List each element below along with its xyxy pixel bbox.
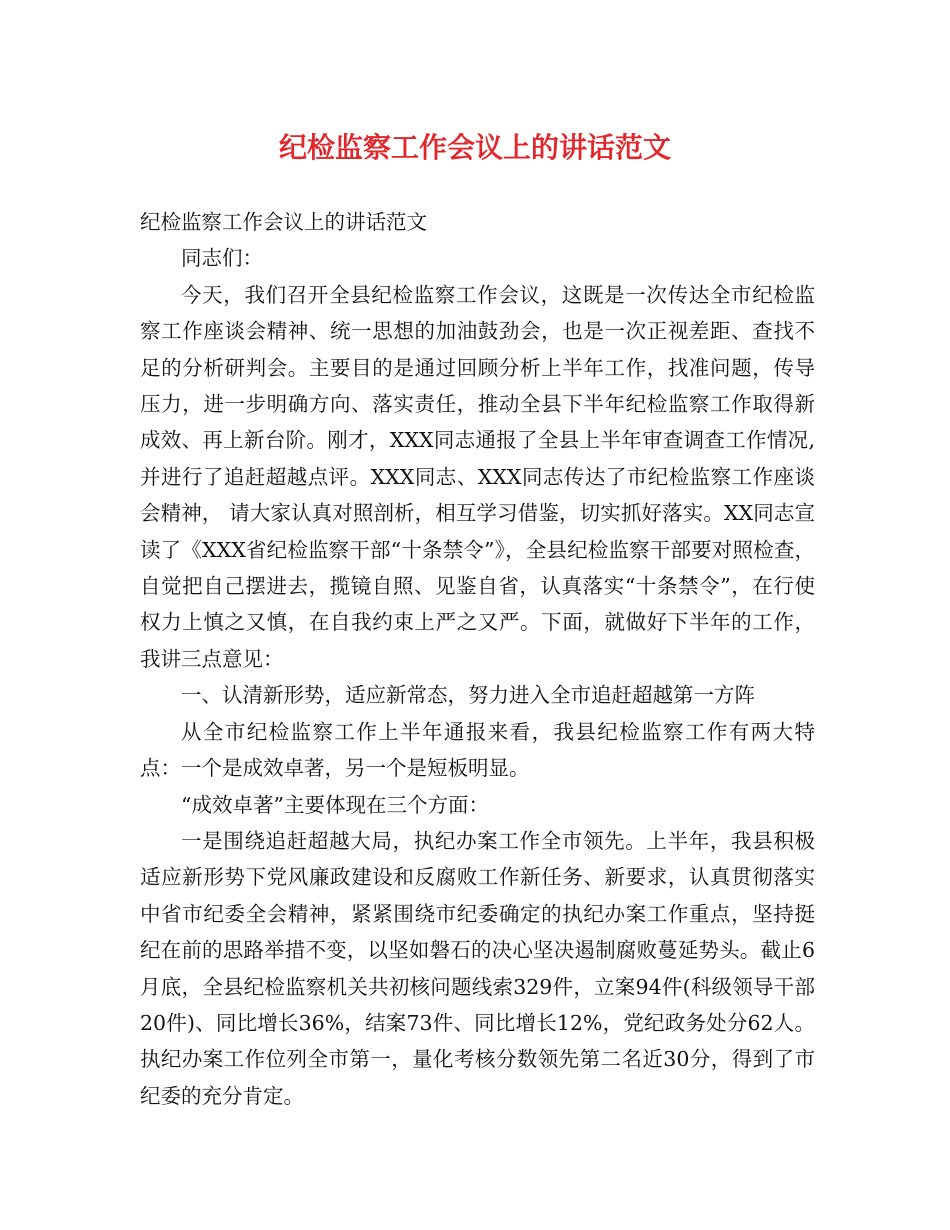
- paragraph-achievement-one: 一是围绕追赶超越大局，执纪办案工作全市领先。上半年，我县积极适应新形势下党风廉政建设和反腐败工作新任务、新要求，认真贯彻落实中省市纪委全会精神，紧紧围绕市纪委确定的执纪办案工作重点，坚持挺纪在前的思路举措不变，以坚如磐石的决心坚决遏制腐败蔓延势头。截止6月底，全县纪检监察机关共初核问题线索329件，立案94件(科级领导干部20件)、同比增长36%，结案73件、同比增长12%，党纪政务处分62人。执纪办案工作位列全市第一，量化考核分数领先第二名近30分，得到了市纪委的充分肯定。: [140, 828, 815, 1108]
- paragraph-heading: 纪检监察工作会议上的讲话范文: [140, 210, 427, 234]
- paragraph-section-one-heading: 一、认清新形势，适应新常态，努力进入全市追赶超越第一方阵: [181, 683, 755, 708]
- paragraph-salutation: 同志们：: [181, 246, 263, 271]
- paragraph-features: 从全市纪检监察工作上半年通报来看，我县纪检监察工作有两大特点：一个是成效卓著，另一个是短板明显。: [140, 719, 815, 781]
- document-body: [140, 204, 815, 1114]
- paragraph-intro: 今天，我们召开全县纪检监察工作会议，这既是一次传达全市纪检监察工作座谈会精神、统一思想的加油鼓劲会，也是一次正视差距、查找不足的分析研判会。主要目的是通过回顾分析上半年工作，找准问题，传导压力，进一步明确方向、落实责任，推动全县下半年纪检监察工作取得新成效、再上新台阶。刚才，XXX同志通报了全县上半年审查调查工作情况,并进行了追赶超越点评。XXX同志、XXX同志传达了市纪检监察工作座谈会精神， 请大家认真对照剖析，相互学习借鉴，切实抓好落实。XX同志宣读了《XXX省纪检监察干部“十条禁令”》，全县纪检监察干部要对照检查，自觉把自己摆进去，揽镜自照、见鉴自省，认真落实“十条禁令”，在行使权力上慎之又慎，在自我约束上严之又严。下面，就做好下半年的工作，我讲三点意见：: [140, 282, 815, 671]
- document-title: 纪检监察工作会议上的讲话范文: [278, 131, 671, 164]
- paragraph-achievements-heading: “成效卓著”主要体现在三个方面：: [181, 792, 489, 817]
